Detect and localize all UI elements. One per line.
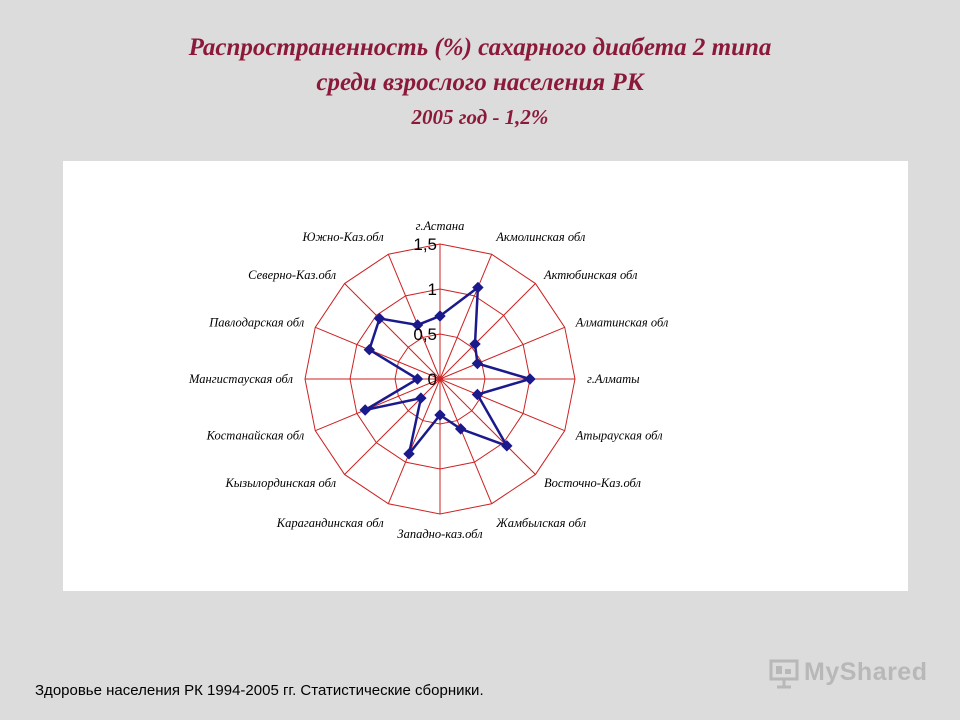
tick-label-3: 1,5	[413, 235, 437, 254]
category-label-2: Актюбинская обл	[543, 268, 638, 283]
chart-plot-area	[63, 161, 908, 591]
category-label-10: Кызылординская обл	[225, 475, 337, 490]
category-label-0: г.Астана	[415, 219, 465, 233]
category-label-12: Мангистауская обл	[189, 372, 293, 386]
category-label-7: Жамбылская обл	[496, 515, 587, 530]
logo-text: MyShared	[804, 658, 928, 686]
category-label-8: Западно-каз.обл	[397, 527, 483, 541]
category-label-13: Павлодарская обл	[209, 315, 305, 330]
category-label-9: Карагандинская обл	[276, 515, 384, 530]
data-point-4	[525, 374, 535, 384]
category-label-6: Восточно-Каз.обл	[543, 475, 641, 490]
category-label-1: Акмолинская обл	[496, 230, 586, 245]
chart-title-line-1: Распространенность (%) сахарного диабета 2 типа	[188, 34, 772, 61]
grid-spoke-6	[440, 379, 535, 474]
source-caption: Здоровье населения РК 1994-2005 гг. Статистические сборники.	[35, 682, 484, 699]
tick-label-1: 0,5	[413, 325, 437, 344]
chart-subtitle: 2005 год - 1,2%	[411, 105, 549, 129]
logo	[768, 656, 928, 692]
category-label-3: Алматинская обл	[575, 315, 669, 330]
category-label-11: Костанайская обл	[206, 428, 305, 443]
category-label-5: Атырауская обл	[575, 428, 663, 443]
grid-spoke-2	[440, 284, 535, 379]
chart-title-line-2: среди взрослого населения РК	[316, 69, 644, 96]
radial-tick-labels	[413, 235, 437, 389]
category-label-14: Северно-Каз.обл	[248, 268, 337, 283]
chart-title-block	[0, 30, 960, 134]
tick-label-2: 1	[427, 280, 437, 299]
tick-label-0: 0	[427, 370, 437, 389]
presentation-board-icon	[768, 658, 800, 690]
radar-chart	[63, 161, 908, 591]
category-label-15: Южно-Каз.обл	[302, 230, 384, 245]
category-label-4: г.Алматы	[587, 372, 640, 386]
